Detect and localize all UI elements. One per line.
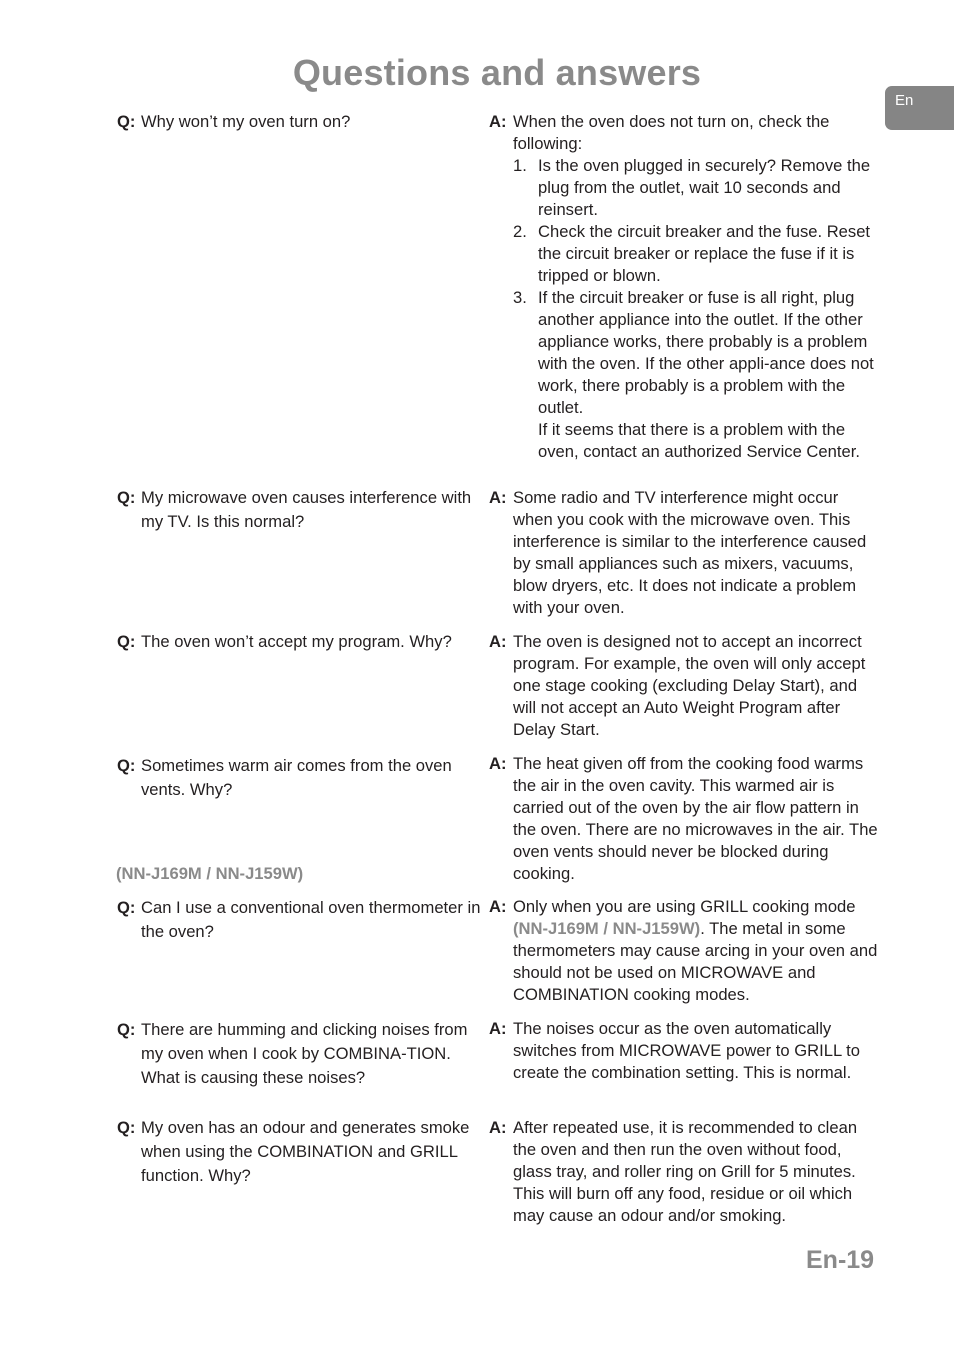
q-label: Q: bbox=[117, 488, 136, 507]
q-label: Q: bbox=[117, 112, 136, 131]
question-7 bbox=[117, 1116, 489, 1188]
page-number: En-19 bbox=[806, 1246, 875, 1274]
step-text: Is the oven plugged in securely? Remove the plug from the outlet, wait 10 seconds and reinsert. bbox=[538, 156, 871, 219]
check-steps-list bbox=[513, 155, 881, 463]
answer-intro: When the oven does not turn on, check the following: bbox=[513, 112, 830, 153]
question-6 bbox=[117, 1018, 489, 1090]
step-number: 2. bbox=[513, 222, 527, 241]
a-label: A: bbox=[489, 754, 507, 773]
language-tab bbox=[885, 86, 954, 130]
step-number: 1. bbox=[513, 156, 527, 175]
a-label: A: bbox=[489, 112, 507, 131]
a-label: A: bbox=[489, 632, 507, 651]
model-heading: (NN-J169M / NN-J159W) bbox=[116, 864, 304, 883]
question-text: My microwave oven causes interference with my TV. Is this normal? bbox=[141, 488, 472, 531]
answer-6 bbox=[489, 1018, 881, 1084]
a-label: A: bbox=[489, 897, 507, 916]
question-text: Why won’t my oven turn on? bbox=[141, 112, 351, 131]
q-label: Q: bbox=[117, 1020, 136, 1039]
step-text: Check the circuit breaker and the fuse. Reset the circuit breaker or replace the fuse if it is tripped or blown. bbox=[538, 222, 871, 285]
answer-3 bbox=[489, 631, 881, 741]
answer-1 bbox=[489, 111, 881, 463]
answer-2 bbox=[489, 487, 881, 619]
q-label: Q: bbox=[117, 756, 136, 775]
model-reference: (NN-J169M / NN-J159W) bbox=[513, 919, 701, 938]
answer-4 bbox=[489, 753, 881, 885]
question-4 bbox=[117, 754, 489, 802]
question-2 bbox=[117, 486, 489, 534]
q-label: Q: bbox=[117, 632, 136, 651]
answer-text-part: . The metal in some thermometers may cause arcing in your oven and should not be used on MICROWAVE and COMBINATION cooking modes. bbox=[513, 919, 878, 1004]
step-number: 3. bbox=[513, 288, 527, 307]
question-text: There are humming and clicking noises from my oven when I cook by COMBINA-TION. What is causing these noises? bbox=[141, 1020, 468, 1087]
answer-text: After repeated use, it is recommended to clean the oven and then run the oven without food, glass tray, and roller ring on Grill for 5 minutes. This will burn off any food, residue or oil which may cause an odour and/or smoking. bbox=[513, 1118, 858, 1225]
q-label: Q: bbox=[117, 898, 136, 917]
a-label: A: bbox=[489, 1118, 507, 1137]
question-1 bbox=[117, 111, 489, 133]
question-text: Sometimes warm air comes from the oven vents. Why? bbox=[141, 756, 452, 799]
language-tab-label: En bbox=[895, 92, 914, 109]
answer-7 bbox=[489, 1117, 881, 1227]
answer-5 bbox=[489, 896, 881, 1006]
answer-text bbox=[513, 896, 881, 1006]
answer-text: Some radio and TV interference might occur when you cook with the microwave oven. This interference is similar to the interference caused by small appliances such as mixers, vacuums, blow dryers, etc. It does not indicate a problem with your oven. bbox=[513, 488, 867, 617]
answer-text: The oven is designed not to accept an incorrect program. For example, the oven will only accept one stage cooking (excluding Delay Start), and will not accept an Auto Weight Program after Delay Start. bbox=[513, 632, 866, 739]
question-text: The oven won’t accept my program. Why? bbox=[141, 632, 452, 651]
list-item bbox=[513, 155, 881, 221]
page-title: Questions and answers bbox=[292, 52, 702, 93]
question-5 bbox=[117, 896, 489, 944]
step-text: If the circuit breaker or fuse is all right, plug another appliance into the outlet. If the other appliance works, there probably is a problem with the oven. If the other appli-ance does not work, there probably is a problem with the outlet. bbox=[538, 288, 874, 417]
list-item bbox=[513, 287, 881, 463]
a-label: A: bbox=[489, 488, 507, 507]
answer-text-part: Only when you are using GRILL cooking mode bbox=[513, 897, 856, 916]
answer-text: The heat given off from the cooking food warms the air in the oven cavity. This warmed air is carried out of the oven by the air flow pattern in the oven. There are no microwaves in the air. The oven vents should never be blocked during cooking. bbox=[513, 754, 878, 883]
answer-text: The noises occur as the oven automatically switches from MICROWAVE power to GRILL to create the combination setting. This is normal. bbox=[513, 1019, 861, 1082]
q-label: Q: bbox=[117, 1118, 136, 1137]
question-text: My oven has an odour and generates smoke when using the COMBINATION and GRILL function. Why? bbox=[141, 1118, 470, 1185]
question-3 bbox=[117, 631, 489, 653]
list-item bbox=[513, 221, 881, 287]
a-label: A: bbox=[489, 1019, 507, 1038]
answer-note: If it seems that there is a problem with the oven, contact an authorized Service Center. bbox=[538, 420, 860, 461]
question-text: Can I use a conventional oven thermometer in the oven? bbox=[141, 898, 481, 941]
